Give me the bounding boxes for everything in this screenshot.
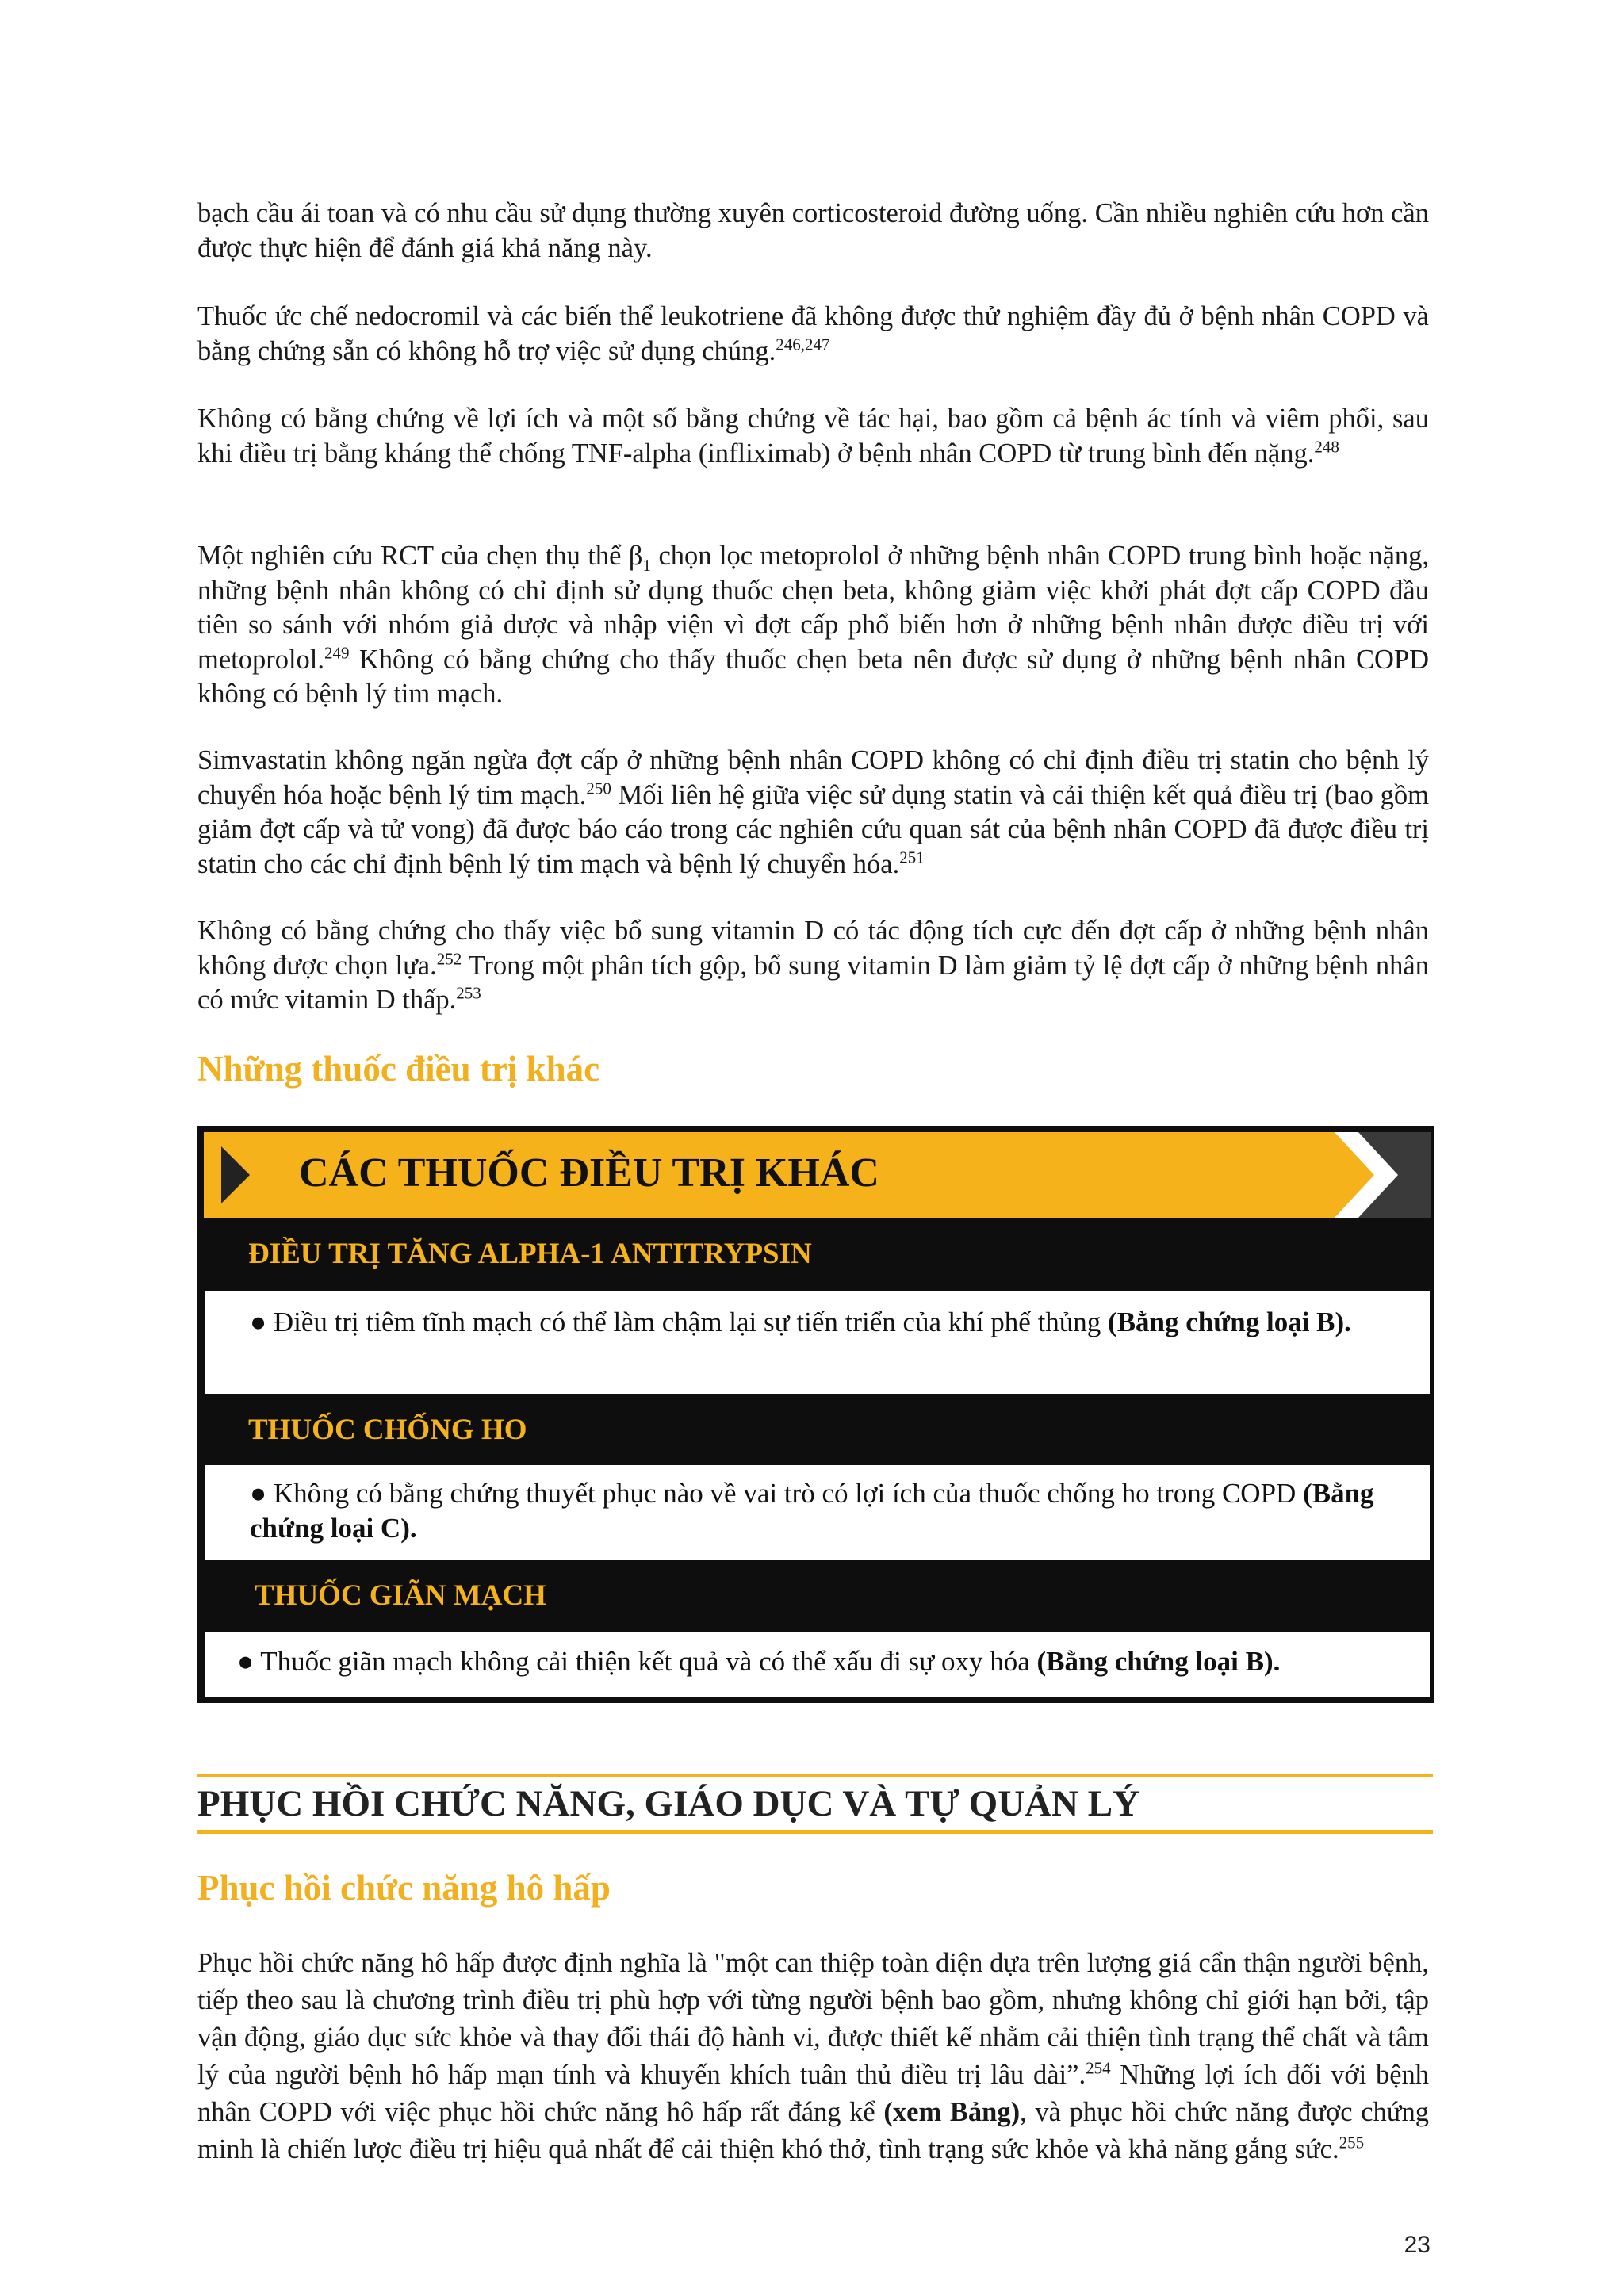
paragraph-text: Không có bằng chứng cho thấy việc bổ sung vitamin D có tác động tích cực đến đợt cấp ở những bệnh nhân không được chọn lựa. xyxy=(197,916,1429,981)
paragraph-text: Không có bằng chứng về lợi ích và một số bằng chứng về tác hại, bao gồm cả bệnh ác tính và viêm phổi, sau khi điều trị bằng kháng thể chống TNF-alpha (infliximab) ở bệnh nhân COPD từ trung bình đến nặng. xyxy=(197,404,1429,469)
reference: 255 xyxy=(1339,2133,1365,2152)
paragraph-5 xyxy=(197,744,1429,882)
evidence-label: (Bằng chứng loại B). xyxy=(1036,1646,1281,1677)
section-rule-top xyxy=(197,1774,1433,1777)
arrow-right-icon xyxy=(221,1146,250,1203)
bullet-item xyxy=(237,1644,1411,1679)
group-heading-antitussive: THUỐC CHỐNG HO xyxy=(248,1414,527,1446)
paragraph-1 xyxy=(197,197,1429,266)
bullet-text: ● Không có bằng chứng thuyết phục nào về vai trò có lợi ích của thuốc chống ho trong COPD xyxy=(250,1478,1304,1509)
evidence-label: (Bằng chứng loại B). xyxy=(1108,1307,1351,1337)
box-title: CÁC THUỐC ĐIỀU TRỊ KHÁC xyxy=(299,1150,879,1196)
reference: 249 xyxy=(324,643,350,662)
paragraph-text: chọn lọc metoprolol ở những bệnh nhân COPD trung bình hoặc nặng, những bệnh nhân không có chỉ định sử dụng thuốc chẹn beta, không giảm việc khởi phát đợt cấp COPD đầu tiên so sánh với nhóm giả dược và nhập viện vì đợt cấp phổ biến hơn ở những bệnh nhân được điều trị với metoprolol. xyxy=(197,541,1430,675)
paragraph-text: Phục hồi chức năng hô hấp được định nghĩa là "một can thiệp toàn diện dựa trên lượng giá cẩn thận người bệnh, tiếp theo sau là chương trình điều trị phù hợp với từng người bệnh bao gồm, nhưng không chỉ giới hạn bởi, tập vận động, giáo dục sức khỏe và thay đổi thái độ hành vi, được thiết kế nhằm cải thiện tình trạng thể chất và tâm lý của người bệnh hô hấp mạn tính và khuyến khích tuân thủ điều trị lâu dài”. xyxy=(197,1948,1429,2090)
reference: 246,247 xyxy=(776,335,830,354)
heading-other-drugs: Những thuốc điều trị khác xyxy=(197,1049,600,1089)
reference: 254 xyxy=(1086,2058,1111,2078)
box-header xyxy=(204,1132,1431,1218)
page-number: 23 xyxy=(1404,2232,1431,2258)
paragraph-text: Trong một phân tích gộp, bổ sung vitamin D làm giảm tỷ lệ đợt cấp ở những bệnh nhân có mức vitamin D thấp. xyxy=(197,950,1429,1015)
reference: 252 xyxy=(436,949,462,968)
heading-rehab: Phục hồi chức năng hô hấp xyxy=(197,1868,611,1908)
paragraph-7 xyxy=(197,1945,1429,2168)
group-heading-vasodilator: THUỐC GIÃN MẠCH xyxy=(255,1579,546,1612)
paragraph-text: bạch cầu ái toan và có nhu cầu sử dụng thường xuyên corticosteroid đường uống. Cần nhiều nghiên cứu hơn cần được thực hiện để đánh giá khả năng này. xyxy=(197,198,1429,263)
group-body-antitussive xyxy=(205,1465,1430,1560)
group-heading-alpha1: ĐIỀU TRỊ TĂNG ALPHA-1 ANTITRYPSIN xyxy=(248,1238,812,1270)
paragraph-text: Mối liên hệ giữa việc sử dụng statin và cải thiện kết quả điều trị (bao gồm giảm đợt cấp và tử vong) đã được báo cáo trong các nghiên cứu quan sát của bệnh nhân COPD đã được điều trị statin cho các chỉ định bệnh lý tim mạch và bệnh lý chuyển hóa. xyxy=(197,779,1429,879)
bullet-item xyxy=(250,1476,1392,1546)
paragraph-3 xyxy=(197,402,1429,471)
paragraph-text: Simvastatin không ngăn ngừa đợt cấp ở những bệnh nhân COPD không có chỉ định điều trị statin cho bệnh lý chuyển hóa hoặc bệnh lý tim mạch. xyxy=(197,745,1429,810)
bullet-text: ● Thuốc giãn mạch không cải thiện kết quả và có thể xấu đi sự oxy hóa xyxy=(237,1646,1037,1677)
group-body-vasodilator xyxy=(205,1632,1430,1697)
group-body-alpha1 xyxy=(205,1291,1430,1394)
chevron-right-icon xyxy=(1312,1132,1431,1218)
reference: 253 xyxy=(456,983,481,1003)
paragraph-2 xyxy=(197,300,1429,369)
section-rule-bottom xyxy=(197,1830,1433,1834)
paragraph-4 xyxy=(197,539,1429,712)
paragraph-text: , và phục hồi chức năng được chứng minh là chiến lược điều trị hiệu quả nhất để cải thiện khó thở, tình trạng sức khỏe và khả năng gắng sức. xyxy=(197,2097,1429,2164)
reference: 251 xyxy=(899,848,925,867)
paragraph-text: Thuốc ức chế nedocromil và các biến thể leukotriene đã không được thử nghiệm đầy đủ ở bệnh nhân COPD và bằng chứng sẵn có không hỗ trợ việc sử dụng chúng. xyxy=(197,301,1429,366)
table-reference: (xem Bảng) xyxy=(883,2097,1021,2127)
reference: 250 xyxy=(586,779,611,798)
paragraph-6 xyxy=(197,914,1429,1018)
paragraph-text: Không có bằng chứng cho thấy thuốc chẹn beta nên được sử dụng ở những bệnh nhân COPD không có bệnh lý tim mạch. xyxy=(197,644,1429,709)
bullet-item xyxy=(250,1305,1392,1340)
section-title: PHỤC HỒI CHỨC NĂNG, GIÁO DỤC VÀ TỰ QUẢN LÝ xyxy=(197,1783,1140,1824)
paragraph-text: Một nghiên cứu RCT của chẹn thụ thể β xyxy=(197,541,643,571)
other-drugs-box xyxy=(197,1126,1434,1703)
evidence-label: (Bằng chứng loại C). xyxy=(250,1478,1374,1544)
reference: 248 xyxy=(1314,437,1339,456)
subscript: 1 xyxy=(642,555,651,575)
bullet-text: ● Điều trị tiêm tĩnh mạch có thể làm chậm lại sự tiến triển của khí phế thủng xyxy=(250,1307,1109,1337)
paragraph-text: Những lợi ích đối với bệnh nhân COPD với việc phục hồi chức năng hô hấp rất đáng kể xyxy=(197,2060,1430,2127)
